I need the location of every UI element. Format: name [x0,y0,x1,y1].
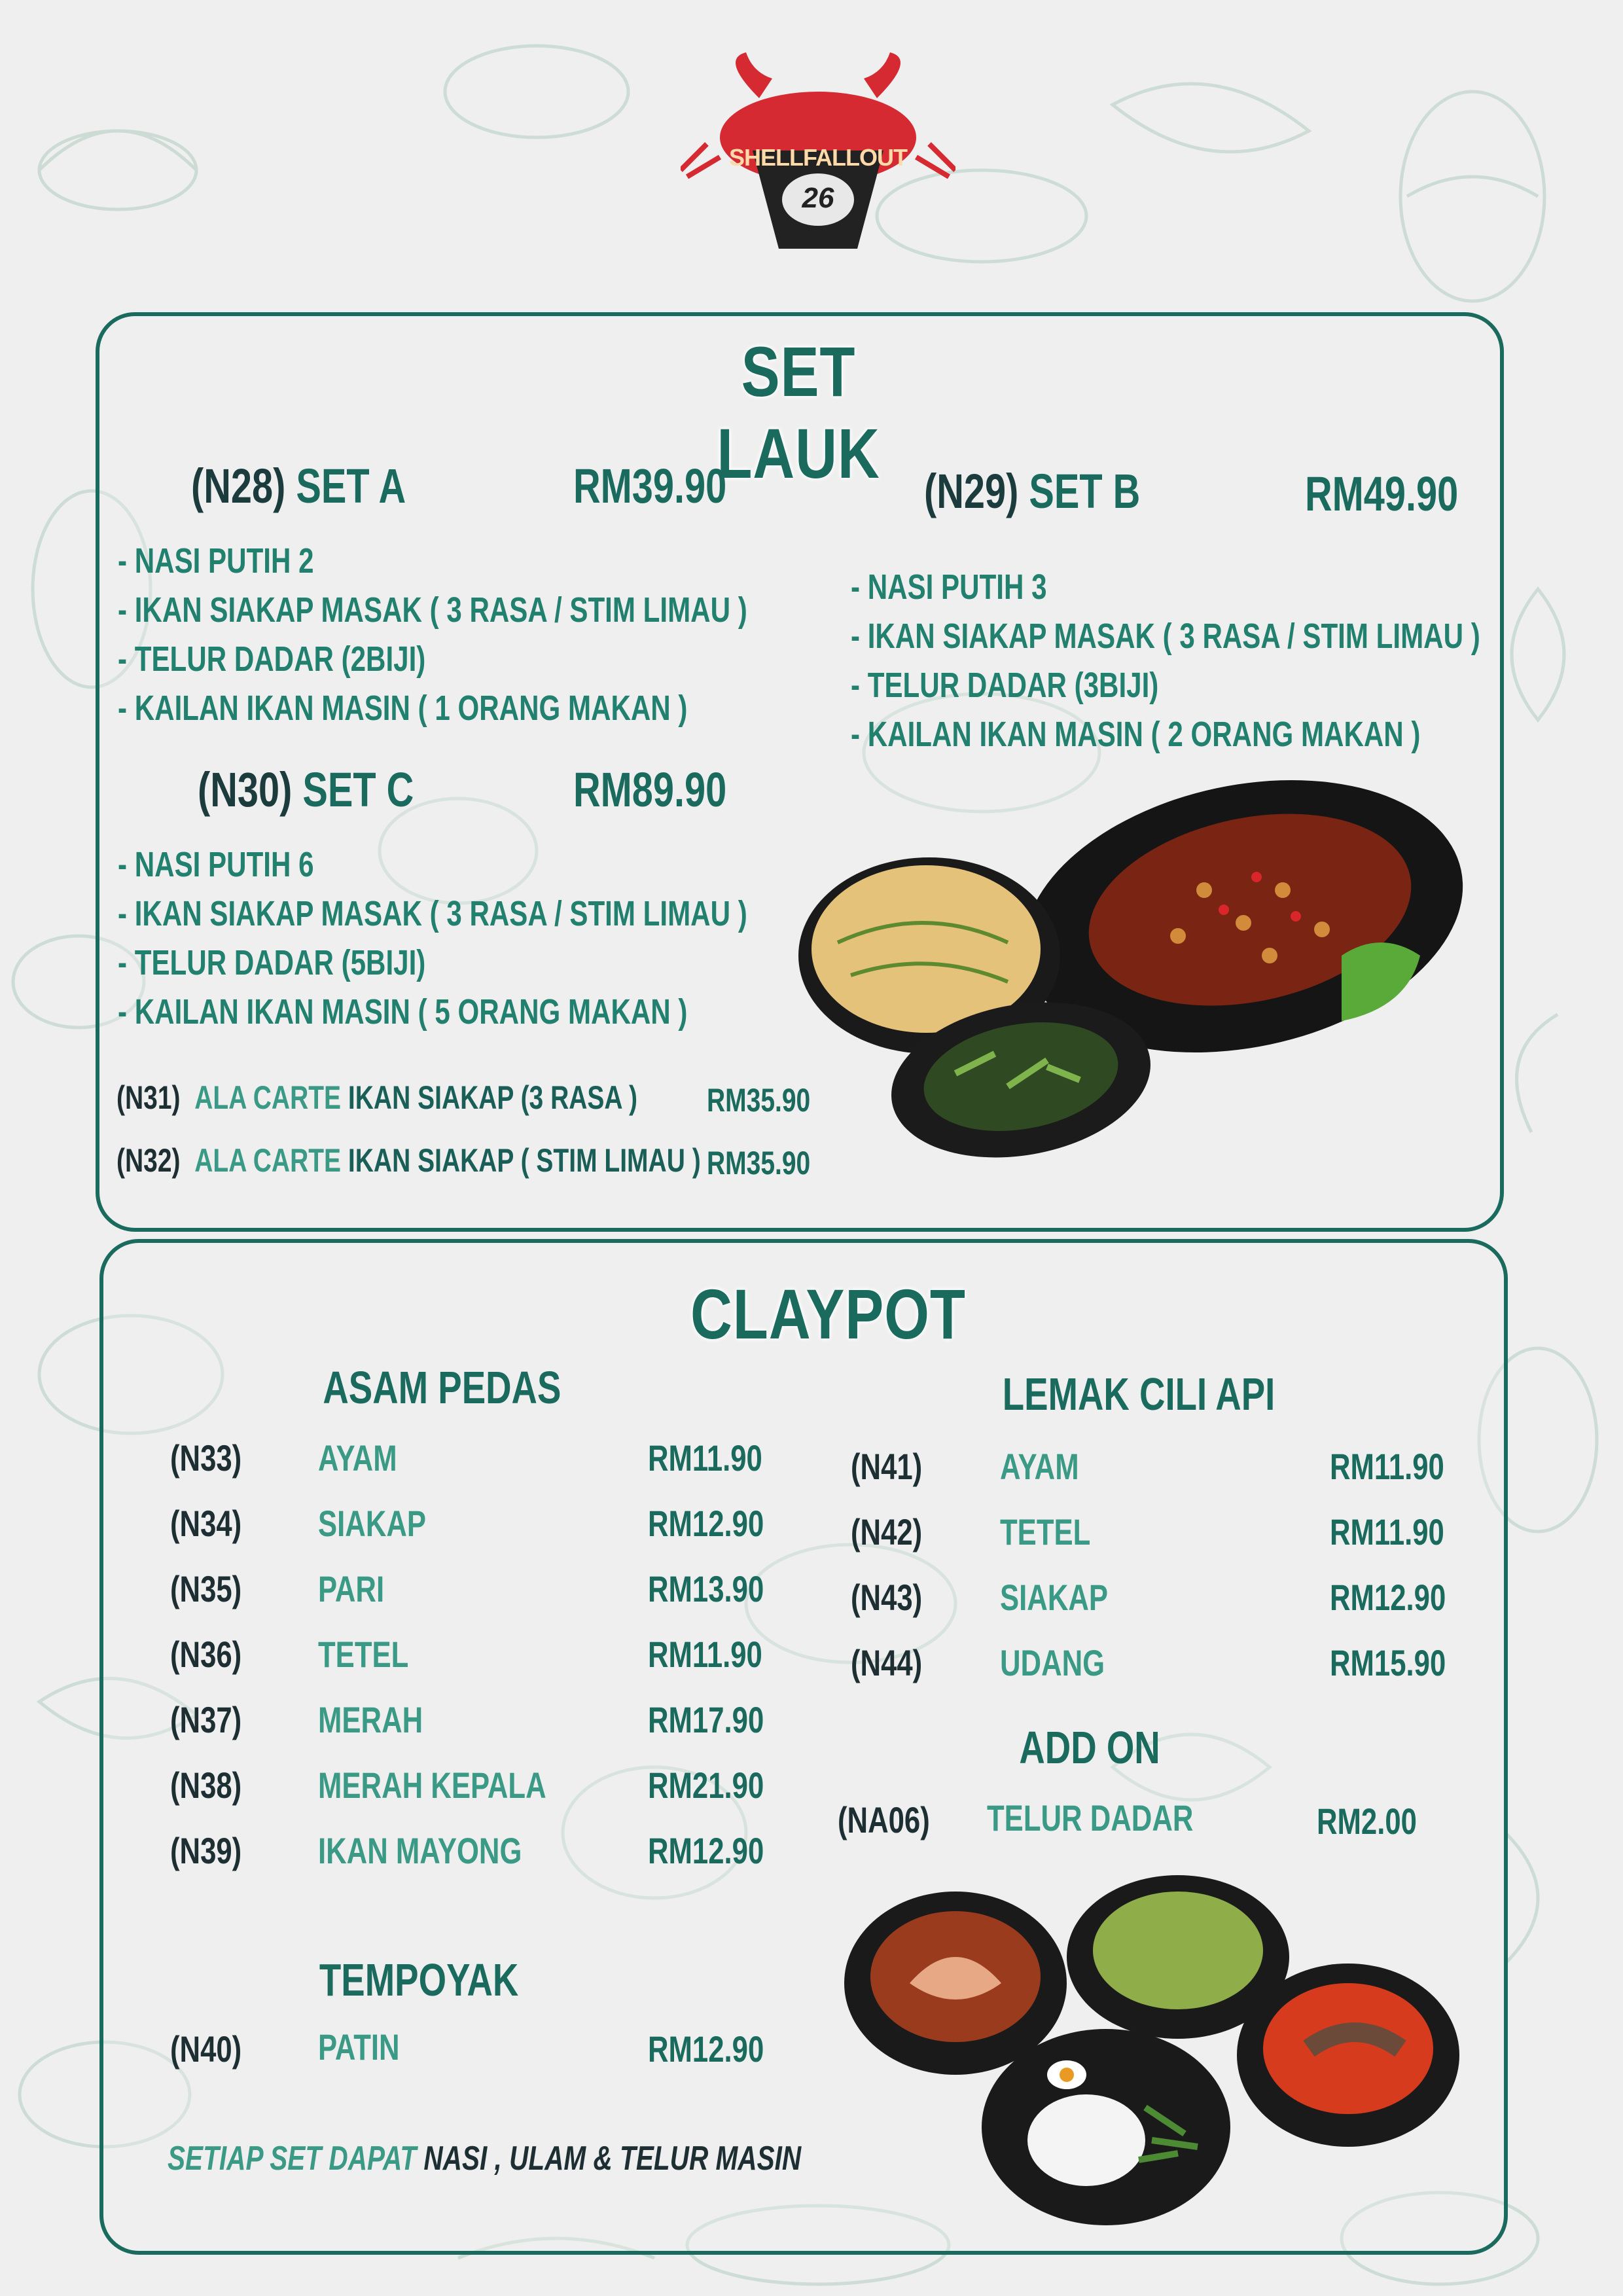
footer-part2: NASI , ULAM & TELUR MASIN [423,2140,802,2178]
menu-row-name: TETEL [318,1634,409,1675]
set-a-items [118,537,925,733]
menu-row-name: IKAN MAYONG [318,1830,522,1871]
list-item: - NASI PUTIH 2 [118,541,314,581]
list-item: - TELUR DADAR (5BIJI) [118,943,426,982]
menu-row-price: RM11.90 [648,1634,762,1675]
logo-brand-text: SHELLFALLOUT [729,144,907,171]
list-item: - TELUR DADAR (2BIJI) [118,639,426,679]
tempoyak-row-name: PATIN [318,2026,400,2068]
list-item: - TELUR DADAR (3BIJI) [851,666,1159,705]
menu-row-price: RM11.90 [1330,1446,1444,1487]
set-c-name: SET C [302,762,414,817]
asam-pedas-title: ASAM PEDAS [322,1362,562,1413]
menu-row-name: TETEL [1000,1511,1091,1552]
menu-row-price: RM12.90 [648,1503,764,1544]
set-lauk-food-photo [798,759,1479,1165]
ala-carte-n32: (N32) ALA CARTE IKAN SIAKAP ( STIM LIMAU ) [116,1142,701,1179]
menu-row: (N34) [170,1503,242,1544]
menu-row: (N41) [851,1446,923,1487]
tempoyak-row-code: (N40) [170,2028,242,2070]
menu-row-price: RM12.90 [1330,1577,1446,1618]
menu-row-name: AYAM [1000,1446,1079,1487]
lemak-cili-api-title: LEMAK CILI API [1002,1369,1275,1420]
list-item: - KAILAN IKAN MASIN ( 5 ORANG MAKAN ) [118,992,688,1031]
set-b-price: RM49.90 [1305,467,1459,521]
add-on-title: ADD ON [1019,1722,1160,1773]
menu-row-name: MERAH [318,1699,423,1740]
menu-row: (N33) [170,1437,242,1479]
menu-row-name: SIAKAP [318,1503,427,1544]
menu-row: (N38) [170,1765,242,1806]
list-item: - NASI PUTIH 3 [851,567,1047,607]
set-a-code: (N28) [191,459,286,513]
set-b-code: (N29) [924,464,1019,518]
menu-row: (N36) [170,1634,242,1675]
set-b-items [851,563,1623,759]
set-c-code: (N30) [198,762,293,817]
menu-row-price: RM12.90 [648,1830,764,1871]
menu-row: (N43) [851,1577,923,1618]
brand-logo [681,46,955,268]
menu-row: (N37) [170,1699,242,1740]
menu-row-name: AYAM [318,1437,397,1479]
menu-row-name: SIAKAP [1000,1577,1109,1618]
list-item: - IKAN SIAKAP MASAK ( 3 RASA / STIM LIMAU ) [118,894,747,933]
menu-row: (N39) [170,1830,242,1871]
menu-row-price: RM13.90 [648,1568,764,1609]
menu-row-name: PARI [318,1568,385,1609]
set-b-name: SET B [1029,464,1141,518]
menu-row: (N35) [170,1568,242,1609]
menu-row-name: MERAH KEPALA [318,1765,546,1806]
add-on-row-name: TELUR DADAR [987,1797,1194,1839]
set-b-header [924,463,1202,519]
menu-row-name: UDANG [1000,1642,1105,1683]
menu-row-price: RM21.90 [648,1765,764,1806]
list-item: - KAILAN IKAN MASIN ( 2 ORANG MAKAN ) [851,715,1421,754]
ala-carte-n31-price: RM35.90 [707,1082,811,1119]
menu-row-price: RM11.90 [1330,1511,1444,1552]
list-item: - KAILAN IKAN MASIN ( 1 ORANG MAKAN ) [118,689,688,728]
menu-row-price: RM17.90 [648,1699,764,1740]
tempoyak-title: TEMPOYAK [319,1954,519,2005]
ala-carte-n32-price: RM35.90 [707,1145,811,1181]
add-on-row-price: RM2.00 [1317,1801,1417,1842]
menu-row: (N44) [851,1642,923,1683]
tempoyak-row-price: RM12.90 [648,2028,764,2070]
set-c-header [198,762,475,817]
set-c-price: RM89.90 [573,762,727,817]
footer-part1: SETIAP SET DAPAT [168,2140,417,2178]
menu-row-price: RM11.90 [648,1437,762,1479]
claypot-footer-note [168,2139,980,2178]
set-a-header [191,458,467,514]
menu-row: (N42) [851,1511,923,1552]
set-a-price: RM39.90 [573,459,727,513]
menu-row-price: RM15.90 [1330,1642,1446,1683]
list-item: - IKAN SIAKAP MASAK ( 3 RASA / STIM LIMAU ) [118,590,747,630]
set-a-name: SET A [296,459,406,513]
set-lauk-title: SET LAUK [717,332,880,493]
ala-carte-n31: (N31) ALA CARTE IKAN SIAKAP (3 RASA ) [116,1079,637,1116]
claypot-title: CLAYPOT [690,1274,966,1354]
logo-number: 26 [802,182,834,214]
list-item: - IKAN SIAKAP MASAK ( 3 RASA / STIM LIMAU ) [851,617,1480,656]
add-on-row-code: (NA06) [838,1799,930,1840]
list-item: - NASI PUTIH 6 [118,845,314,884]
